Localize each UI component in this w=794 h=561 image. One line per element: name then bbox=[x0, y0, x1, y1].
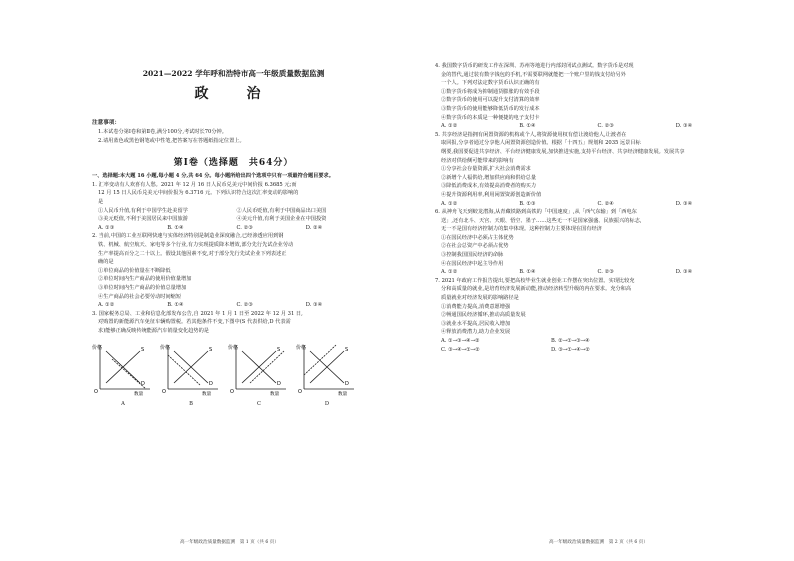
statement: ②数字货币的使用可以提升支付清算的效率 bbox=[441, 97, 540, 104]
question-line: 一个人。下列对法定数字货币认识正确的有 bbox=[441, 80, 540, 87]
answer-option-c: C. ②③ bbox=[597, 123, 614, 130]
answer-option-a: A. ①② bbox=[441, 269, 458, 276]
statement: ①人民币升值,有利于中国学生赴美留学 bbox=[98, 207, 188, 214]
question-line: 铁、机械、航空航天、家电等多个行业,有力实现提质降本增效,部分先行先试企业劳动 bbox=[98, 241, 294, 248]
statement: ④提升资源利用率,利用闲置资源创造新价值 bbox=[441, 191, 542, 198]
axis-y-label: 价格 bbox=[296, 345, 307, 352]
question-4 bbox=[435, 62, 754, 131]
statement: ④美元升值,有利于美国企业在中国投资 bbox=[236, 216, 327, 223]
exam-title: 2021—2022 学年呼和浩特市高一年级质量数据监测 bbox=[142, 69, 325, 78]
question-line: 是 bbox=[98, 198, 104, 205]
answer-option-a: A. ①② bbox=[441, 123, 458, 130]
statement: ①数字货币将成为抑制通货膨胀的有效手段 bbox=[441, 88, 540, 95]
question-line: 3. 国家税务总局、工业和信息化部发布公告,自 2021 年 1 月 1 日至 2022 年 12 月 31 日, bbox=[92, 310, 303, 317]
statement: ①单位商品的价值量在不断降低 bbox=[98, 267, 171, 274]
answer-option-b: B. ②→①→③→④ bbox=[551, 338, 590, 344]
d-label: D bbox=[141, 381, 145, 388]
axis-x-label: 数量 bbox=[202, 392, 212, 398]
origin-label: O bbox=[298, 389, 302, 396]
question-line: 生产率提高百分之二十以上。假设其他因素不变,对于部分先行先试企业下列表述正 bbox=[98, 250, 287, 257]
axis-x-label: 数量 bbox=[270, 392, 280, 398]
statement: ①分享社会存量资源,扩大社会消费需求 bbox=[441, 166, 531, 173]
answer-option-d: D. ③④ bbox=[675, 200, 693, 207]
d-label: D bbox=[277, 381, 281, 388]
question-5 bbox=[435, 131, 754, 208]
question-7 bbox=[435, 277, 754, 354]
statement: ②新增个人福供给,增加供应商和供给总量 bbox=[441, 174, 537, 181]
axis-x-label: 数量 bbox=[134, 392, 144, 398]
chart-letter: A bbox=[121, 401, 125, 408]
chart-letter: B bbox=[189, 401, 193, 408]
statement: ③控制我国国民经济的命脉 bbox=[441, 252, 504, 259]
answer-option-d: D. ③④ bbox=[305, 302, 323, 309]
sd-graph-b bbox=[160, 339, 222, 397]
origin-label: O bbox=[162, 389, 166, 396]
answer-option-a: A. ①② bbox=[441, 200, 458, 207]
statement: ①在国民经济中必须占主体优势 bbox=[441, 234, 514, 241]
question-line: 求)能够正确反映传统能源汽车销量变化趋势的是 bbox=[98, 327, 209, 334]
notice-heading: 注意事项： bbox=[92, 120, 120, 126]
question-line: 5. 共享经济是指拥有闲置资源的机构或个人,将资源使用权有偿让渡给他人,让渡者在 bbox=[435, 131, 627, 138]
question-line: 12 月 15 日人民币兑美元中间价报为 6.3716 元。下列认识符合这次汇率变动的影响的 bbox=[98, 190, 299, 197]
statement: ②畅通国民经济循环,推动高质量发展 bbox=[441, 312, 526, 319]
question-line: 质量就业对经济发展的影响路径是 bbox=[441, 295, 519, 302]
origin-label: O bbox=[230, 389, 234, 396]
question-line: 无一不是国有经济控制力的集中体现。这种控制力主要体现在国有经济 bbox=[441, 226, 602, 233]
s-label: S bbox=[277, 347, 281, 354]
question-2 bbox=[92, 232, 375, 309]
answer-option-d: D. ③④ bbox=[675, 123, 693, 130]
axis-x-label: 数量 bbox=[338, 392, 348, 398]
s-label: S bbox=[141, 347, 145, 354]
origin-label: O bbox=[94, 389, 98, 396]
chart-a bbox=[92, 339, 154, 407]
section-title: 第Ⅰ卷（选择题 共64分） bbox=[173, 158, 294, 169]
notice-item: 1.本试卷分第Ⅰ卷和第Ⅱ卷,满分100分,考试时长70分钟。 bbox=[98, 129, 227, 135]
answer-option-a: A. ①→③→④→② bbox=[441, 338, 480, 344]
answer-option-d: D. ③→①→④→② bbox=[551, 346, 590, 353]
chart-letter: C bbox=[257, 401, 261, 408]
statement: ③单位时间内生产商品的价值总量增加 bbox=[98, 284, 187, 291]
statement: ④在国民经济中起主导作用 bbox=[441, 260, 504, 267]
chart-d bbox=[296, 339, 358, 407]
supply-demand-charts bbox=[92, 339, 375, 407]
answer-option-b: B. ①④ bbox=[167, 302, 184, 309]
question-line: 7. 2021 年政府工作报告提出,要把高校毕业生就业创业工作摆在突出位置。实现比较充 bbox=[435, 277, 635, 284]
answer-option-c: C. ③→④→①→② bbox=[441, 346, 480, 353]
chart-letter: D bbox=[324, 401, 330, 408]
question-1 bbox=[92, 181, 375, 233]
statement: ④生产商品的社会必要劳动时间缩短 bbox=[98, 293, 182, 300]
answer-option-c: C. ②③ bbox=[597, 269, 614, 276]
answer-option-d: D. ③④ bbox=[675, 269, 693, 276]
question-line: 送」,还有北斗、天宫、天眼、悟空、墨子……这些无一不是国家强盛、民族振兴的标志, bbox=[441, 217, 642, 224]
statement: ③数字货币的使用能够降低货币的发行成本 bbox=[441, 105, 540, 112]
page-footer: 高一年级政治质量数据监测 第 1 页（共 6 页） bbox=[180, 540, 279, 545]
s-label: S bbox=[209, 347, 213, 354]
d-label: D bbox=[209, 381, 213, 388]
question-line: 分和高质量的就业,是培育经济发展新动能,推动经济转型升级的内在要求。充分和高 bbox=[441, 286, 632, 293]
answer-option-b: B. ①③ bbox=[519, 200, 536, 207]
statement: ①消费能力提高,消费意愿增强 bbox=[441, 303, 511, 310]
question-3 bbox=[92, 310, 375, 408]
answer-option-b: B. ①④ bbox=[167, 224, 184, 231]
question-line: 4. 我国数字货币的研发工作在深圳、苏州等地进行内部封闭试点测试。数字货币是对现 bbox=[435, 63, 634, 69]
subject-title: 政 治 bbox=[194, 86, 273, 102]
sd-graph-d bbox=[296, 339, 358, 397]
question-line: 对购置的新能源汽车免征车辆购置税。若其他条件不变,下图中(S 代表供给,D 代表需 bbox=[98, 319, 291, 326]
statement: ③降低消费成本,有效提高消费者的购买力 bbox=[441, 183, 537, 190]
answer-option-c: C. ②③ bbox=[236, 302, 253, 309]
answer-option-a: A. ①③ bbox=[98, 224, 115, 231]
statement: ④释放消费潜力,助力企业发展 bbox=[441, 329, 511, 336]
answer-option-b: B. ①④ bbox=[519, 269, 536, 276]
answer-option-c: C. ②④ bbox=[597, 200, 614, 207]
question-line: 确的是 bbox=[98, 259, 114, 266]
statement: ②人民币贬值,有利于中国商品出口美国 bbox=[236, 207, 327, 214]
question-line: 6. 从神舟飞天到蛟龙潜海,从青藏铁路到高铁的「中国速度」,从「西气东输」到「西电东 bbox=[435, 209, 637, 216]
sd-graph-a bbox=[92, 339, 154, 397]
axis-y-label: 价格 bbox=[228, 345, 239, 352]
statement: ④数字货币的本质是一种便捷的电子支付卡 bbox=[441, 114, 540, 121]
axis-y-label: 价格 bbox=[92, 345, 103, 352]
question-6 bbox=[435, 208, 754, 277]
statement: ②单位时间内生产商品的使用价值量增加 bbox=[98, 276, 192, 283]
question-line: 1. 汇率变动有人欢喜有人愁。2021 年 12 月 16 日人民币兑美元中间价报 6.3685 元;而 bbox=[92, 181, 297, 188]
section-instruction: 一、选择题:本大题 16 小题,每小题 4 分,共 64 分。每小题所给出四个选项中只有一项最符合题目要求。 bbox=[92, 173, 334, 180]
chart-c bbox=[228, 339, 290, 407]
statement: ②在社会总资产中必须占优势 bbox=[441, 243, 509, 250]
notice-item: 2.请用蓝色或黑色钢笔或中性笔,把答案写在答题纸指定位置上。 bbox=[98, 137, 245, 144]
question-line: 经济对供给侧可能带来的影响有 bbox=[441, 157, 514, 164]
sd-graph-c bbox=[228, 339, 290, 397]
question-line: 金的替代,通过装有数字钱包的手机,不需要联网就能把一个账户里的钱支付给另外 bbox=[441, 71, 626, 78]
statement: ③就业水平提高,居民收入增加 bbox=[441, 320, 511, 327]
question-line: 纲要,我国要促进共享经济、平台经济健康发展,加快推进实施,支持平台经济、共享经济健康发展。发展共享 bbox=[441, 148, 685, 155]
chart-b bbox=[160, 339, 222, 407]
question-line: 2. 当前,中国的工业互联网快速与实体经济特别是制造业深度融合,已经渗透应用到钢 bbox=[92, 233, 284, 240]
question-line: 取回报,分享者通过分享他人闲置资源创造价值。根据「十四五」规划和 2035 远景目标 bbox=[441, 140, 641, 147]
answer-option-a: A. ①② bbox=[98, 302, 115, 309]
answer-option-d: D. ②④ bbox=[305, 224, 323, 231]
answer-option-c: C. ②③ bbox=[236, 224, 253, 231]
page-2 bbox=[397, 0, 794, 561]
answer-option-b: B. ①④ bbox=[519, 123, 536, 130]
axis-y-label: 价格 bbox=[160, 345, 171, 352]
s-label: S bbox=[345, 347, 349, 354]
statement: ③美元贬值,不利于美国居民来中国旅游 bbox=[98, 216, 188, 223]
page-footer: 高一年级政治质量数据监测 第 2 页（共 6 页） bbox=[549, 540, 648, 545]
d-label: D bbox=[345, 381, 349, 388]
